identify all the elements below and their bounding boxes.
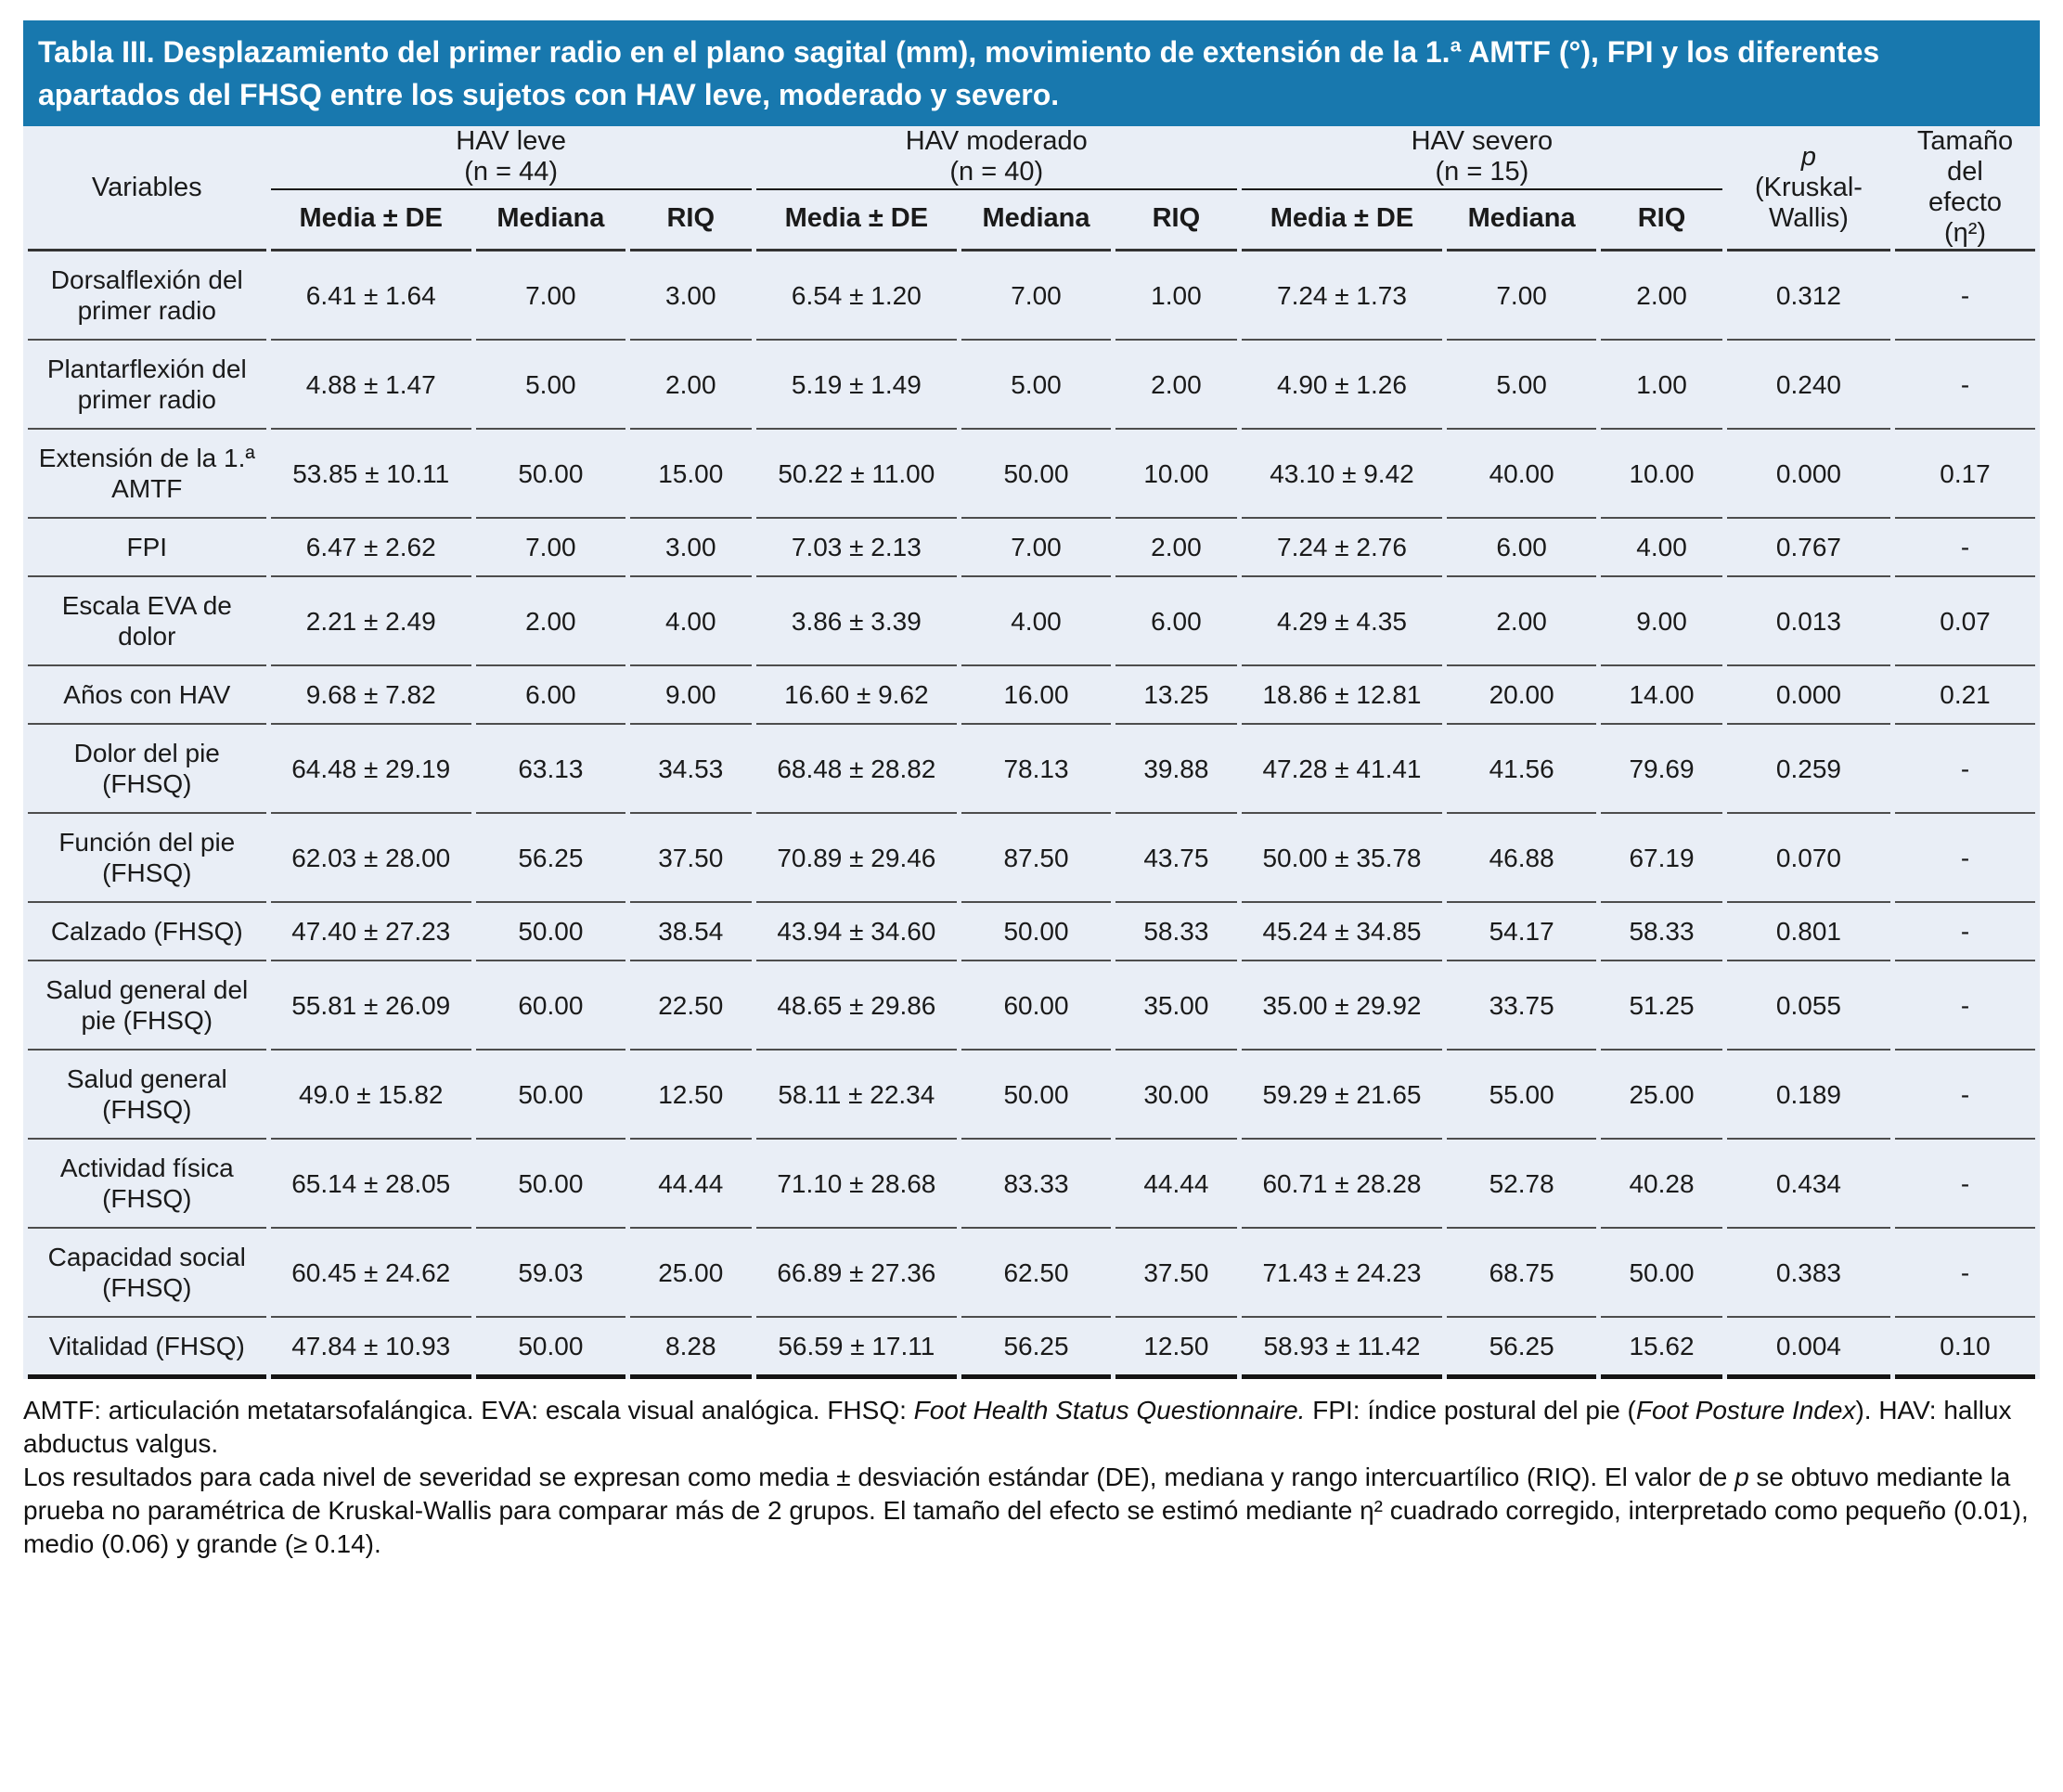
stat-cell: 5.00: [1447, 341, 1596, 430]
stat-cell: 50.00: [476, 1051, 625, 1140]
variables-header: Variables: [28, 126, 266, 251]
stat-cell: 30.00: [1115, 1051, 1237, 1140]
p-value-cell: 0.240: [1727, 341, 1890, 430]
effect-size-cell: -: [1895, 251, 2035, 341]
table-row-capacidad-social: [28, 1229, 2035, 1318]
stat-cell: 58.93 ± 11.42: [1242, 1318, 1442, 1379]
group-name: HAV severo: [1411, 126, 1554, 157]
stat-cell: 50.00: [961, 430, 1111, 519]
p-value-cell: 0.189: [1727, 1051, 1890, 1140]
table-row-plantarflexion: [28, 341, 2035, 430]
stat-cell: 39.88: [1115, 725, 1237, 814]
table-row-salud-general-del-pie: [28, 961, 2035, 1051]
group-header-hav-severo: [1242, 126, 1722, 190]
stat-cell: 51.25: [1601, 961, 1722, 1051]
subheader-mediana: Mediana: [476, 190, 625, 252]
stat-cell: 4.88 ± 1.47: [271, 341, 471, 430]
effect-size-cell: -: [1895, 519, 2035, 577]
p-value-cell: 0.434: [1727, 1140, 1890, 1229]
subheader-media-de: Media ± DE: [756, 190, 957, 252]
row-label: Extensión de la 1.ª AMTF: [28, 430, 266, 519]
row-label: Plantarflexión del primer radio: [28, 341, 266, 430]
table-row-anos-con-hav: [28, 666, 2035, 725]
stat-cell: 25.00: [1601, 1051, 1722, 1140]
stat-cell: 15.62: [1601, 1318, 1722, 1379]
effect-size-cell: -: [1895, 814, 2035, 903]
stat-cell: 43.75: [1115, 814, 1237, 903]
p-test-name-line1: (Kruskal-: [1754, 172, 1863, 202]
table-row-funcion-del-pie: [28, 814, 2035, 903]
row-label: Calzado (FHSQ): [28, 903, 266, 961]
stat-cell: 55.00: [1447, 1051, 1596, 1140]
footnotes: [23, 1394, 2040, 1561]
stat-cell: 55.81 ± 26.09: [271, 961, 471, 1051]
subheader-mediana: Mediana: [961, 190, 1111, 252]
p-value-cell: 0.312: [1727, 251, 1890, 341]
stat-cell: 68.75: [1447, 1229, 1596, 1318]
stat-cell: 35.00 ± 29.92: [1242, 961, 1442, 1051]
effect-size-cell: -: [1895, 961, 2035, 1051]
stat-cell: 16.00: [961, 666, 1111, 725]
effect-size-cell: -: [1895, 1140, 2035, 1229]
p-value-cell: 0.013: [1727, 577, 1890, 666]
effect-header-line: (η²): [1943, 218, 1987, 248]
table-row-salud-general: [28, 1051, 2035, 1140]
stat-cell: 47.40 ± 27.23: [271, 903, 471, 961]
stat-cell: 58.11 ± 22.34: [756, 1051, 957, 1140]
stat-cell: 58.33: [1115, 903, 1237, 961]
p-value-cell: 0.801: [1727, 903, 1890, 961]
p-value-header: [1727, 126, 1890, 251]
stat-cell: 50.00: [476, 903, 625, 961]
group-header-row: [28, 126, 2035, 190]
stat-cell: 2.00: [476, 577, 625, 666]
effect-size-cell: 0.07: [1895, 577, 2035, 666]
stat-cell: 60.45 ± 24.62: [271, 1229, 471, 1318]
stat-cell: 7.03 ± 2.13: [756, 519, 957, 577]
stat-cell: 50.00: [476, 430, 625, 519]
stat-cell: 58.33: [1601, 903, 1722, 961]
group-name: HAV moderado: [905, 126, 1088, 157]
stat-cell: 7.00: [1447, 251, 1596, 341]
group-header-hav-moderado: [756, 126, 1237, 190]
stat-cell: 6.47 ± 2.62: [271, 519, 471, 577]
row-label: Dorsalflexión del primer radio: [28, 251, 266, 341]
p-symbol: p: [1800, 141, 1817, 172]
stat-cell: 2.00: [1601, 251, 1722, 341]
stat-cell: 7.00: [961, 251, 1111, 341]
stat-cell: 9.00: [630, 666, 752, 725]
stat-cell: 1.00: [1601, 341, 1722, 430]
stat-cell: 47.28 ± 41.41: [1242, 725, 1442, 814]
stat-cell: 56.59 ± 17.11: [756, 1318, 957, 1379]
subheader-media-de: Media ± DE: [271, 190, 471, 252]
group-n: (n = 40): [949, 157, 1044, 187]
stat-cell: 25.00: [630, 1229, 752, 1318]
table-row-dorsalflexion: [28, 251, 2035, 341]
stat-cell: 67.19: [1601, 814, 1722, 903]
stat-cell: 2.00: [630, 341, 752, 430]
stat-cell: 2.21 ± 2.49: [271, 577, 471, 666]
stat-cell: 50.00: [476, 1140, 625, 1229]
stat-cell: 4.29 ± 4.35: [1242, 577, 1442, 666]
table-figure: [23, 20, 2040, 1561]
stat-cell: 68.48 ± 28.82: [756, 725, 957, 814]
stat-cell: 43.10 ± 9.42: [1242, 430, 1442, 519]
stat-cell: 35.00: [1115, 961, 1237, 1051]
stat-cell: 10.00: [1115, 430, 1237, 519]
p-value-cell: 0.055: [1727, 961, 1890, 1051]
stat-cell: 18.86 ± 12.81: [1242, 666, 1442, 725]
stat-cell: 1.00: [1115, 251, 1237, 341]
stat-cell: 56.25: [1447, 1318, 1596, 1379]
stat-cell: 4.00: [1601, 519, 1722, 577]
stat-cell: 38.54: [630, 903, 752, 961]
stat-cell: 62.50: [961, 1229, 1111, 1318]
stat-cell: 66.89 ± 27.36: [756, 1229, 957, 1318]
row-label: Escala EVA de dolor: [28, 577, 266, 666]
p-value-cell: 0.383: [1727, 1229, 1890, 1318]
stat-cell: 20.00: [1447, 666, 1596, 725]
p-value-cell: 0.259: [1727, 725, 1890, 814]
stat-cell: 5.00: [961, 341, 1111, 430]
stat-cell: 12.50: [1115, 1318, 1237, 1379]
subheader-mediana: Mediana: [1447, 190, 1596, 252]
stat-cell: 3.00: [630, 251, 752, 341]
stat-cell: 50.00 ± 35.78: [1242, 814, 1442, 903]
stat-cell: 64.48 ± 29.19: [271, 725, 471, 814]
stat-cell: 6.00: [1447, 519, 1596, 577]
group-name: HAV leve: [456, 126, 566, 157]
table-row-dolor-del-pie: [28, 725, 2035, 814]
effect-size-cell: -: [1895, 725, 2035, 814]
group-n: (n = 15): [1435, 157, 1529, 187]
stat-cell: 48.65 ± 29.86: [756, 961, 957, 1051]
stat-cell: 6.54 ± 1.20: [756, 251, 957, 341]
row-label: Actividad física (FHSQ): [28, 1140, 266, 1229]
stat-cell: 56.25: [961, 1318, 1111, 1379]
effect-size-cell: 0.21: [1895, 666, 2035, 725]
stat-cell: 6.00: [476, 666, 625, 725]
subheader-media-de: Media ± DE: [1242, 190, 1442, 252]
table-title: Tabla III. Desplazamiento del primer radio en el plano sagital (mm), movimiento de extensión de la 1.ª AMTF (°), FPI y los diferentes apartados del FHSQ entre los sujetos con HAV leve, moderado y severo.: [23, 20, 2040, 126]
stat-cell: 6.00: [1115, 577, 1237, 666]
statistics-table: [23, 126, 2040, 1379]
effect-size-cell: 0.10: [1895, 1318, 2035, 1379]
stat-cell: 54.17: [1447, 903, 1596, 961]
stat-cell: 8.28: [630, 1318, 752, 1379]
stat-cell: 9.00: [1601, 577, 1722, 666]
effect-size-cell: -: [1895, 341, 2035, 430]
stat-cell: 37.50: [630, 814, 752, 903]
row-label: Capacidad social (FHSQ): [28, 1229, 266, 1318]
stat-cell: 59.03: [476, 1229, 625, 1318]
stat-cell: 4.00: [630, 577, 752, 666]
stat-cell: 7.00: [476, 519, 625, 577]
stat-cell: 12.50: [630, 1051, 752, 1140]
p-test-name-line2: Wallis): [1769, 202, 1849, 233]
stat-cell: 70.89 ± 29.46: [756, 814, 957, 903]
stat-cell: 7.24 ± 1.73: [1242, 251, 1442, 341]
p-value-cell: 0.070: [1727, 814, 1890, 903]
stat-cell: 3.00: [630, 519, 752, 577]
p-value-cell: 0.000: [1727, 430, 1890, 519]
stat-cell: 5.19 ± 1.49: [756, 341, 957, 430]
stat-cell: 50.00: [1601, 1229, 1722, 1318]
stat-cell: 16.60 ± 9.62: [756, 666, 957, 725]
effect-size-cell: -: [1895, 1051, 2035, 1140]
stat-cell: 13.25: [1115, 666, 1237, 725]
subheader-riq: RIQ: [630, 190, 752, 252]
effect-size-cell: -: [1895, 1229, 2035, 1318]
stat-cell: 4.90 ± 1.26: [1242, 341, 1442, 430]
effect-size-cell: -: [1895, 903, 2035, 961]
stat-cell: 60.71 ± 28.28: [1242, 1140, 1442, 1229]
table-row-escala-eva: [28, 577, 2035, 666]
stat-cell: 34.53: [630, 725, 752, 814]
stat-cell: 40.00: [1447, 430, 1596, 519]
stat-cell: 60.00: [476, 961, 625, 1051]
p-value-cell: 0.767: [1727, 519, 1890, 577]
stat-cell: 10.00: [1601, 430, 1722, 519]
stat-cell: 40.28: [1601, 1140, 1722, 1229]
stat-cell: 52.78: [1447, 1140, 1596, 1229]
stat-cell: 7.24 ± 2.76: [1242, 519, 1442, 577]
stat-cell: 71.43 ± 24.23: [1242, 1229, 1442, 1318]
stat-cell: 45.24 ± 34.85: [1242, 903, 1442, 961]
stat-cell: 65.14 ± 28.05: [271, 1140, 471, 1229]
stat-cell: 41.56: [1447, 725, 1596, 814]
effect-header-line: efecto: [1928, 187, 2002, 217]
stat-cell: 14.00: [1601, 666, 1722, 725]
table-row-extension-amtf: [28, 430, 2035, 519]
stat-cell: 79.69: [1601, 725, 1722, 814]
table-row-actividad-fisica: [28, 1140, 2035, 1229]
row-label: FPI: [28, 519, 266, 577]
effect-size-cell: 0.17: [1895, 430, 2035, 519]
row-label: Función del pie (FHSQ): [28, 814, 266, 903]
table-row-vitalidad: [28, 1318, 2035, 1379]
stat-cell: 78.13: [961, 725, 1111, 814]
stat-cell: 53.85 ± 10.11: [271, 430, 471, 519]
stat-cell: 63.13: [476, 725, 625, 814]
effect-size-header: [1895, 126, 2035, 251]
stat-cell: 33.75: [1447, 961, 1596, 1051]
p-value-cell: 0.004: [1727, 1318, 1890, 1379]
stat-cell: 2.00: [1115, 519, 1237, 577]
stat-cell: 50.00: [961, 1051, 1111, 1140]
effect-header-line: del: [1947, 157, 1983, 187]
group-n: (n = 44): [464, 157, 558, 187]
group-header-hav-leve: [271, 126, 752, 190]
stat-cell: 37.50: [1115, 1229, 1237, 1318]
stat-cell: 9.68 ± 7.82: [271, 666, 471, 725]
row-label: Salud general (FHSQ): [28, 1051, 266, 1140]
stat-cell: 47.84 ± 10.93: [271, 1318, 471, 1379]
stat-cell: 50.22 ± 11.00: [756, 430, 957, 519]
footnote-abbreviations: AMTF: articulación metatarsofalángica. EVA: escala visual analógica. FHSQ: Foot Health Status Questionnaire. FPI: índice postural del pie (Foot Posture Index). HAV: hallux abductus valgus.: [23, 1396, 2012, 1458]
stat-cell: 44.44: [630, 1140, 752, 1229]
p-value-cell: 0.000: [1727, 666, 1890, 725]
stat-cell: 43.94 ± 34.60: [756, 903, 957, 961]
row-label: Dolor del pie (FHSQ): [28, 725, 266, 814]
table-row-calzado: [28, 903, 2035, 961]
stat-cell: 59.29 ± 21.65: [1242, 1051, 1442, 1140]
stat-cell: 2.00: [1115, 341, 1237, 430]
stat-cell: 49.0 ± 15.82: [271, 1051, 471, 1140]
subheader-riq: RIQ: [1601, 190, 1722, 252]
table-row-fpi: [28, 519, 2035, 577]
stat-cell: 71.10 ± 28.68: [756, 1140, 957, 1229]
footnote-methods: Los resultados para cada nivel de severidad se expresan como media ± desviación estándar (DE), mediana y rango intercuartílico (RIQ). El valor de p se obtuvo mediante la prueba no paramétrica de Kruskal-Wallis para comparar más de 2 grupos. El tamaño del efecto se estimó mediante η² cuadrado corregido, interpretado como pequeño (0.01), medio (0.06) y grande (≥ 0.14).: [23, 1463, 2029, 1558]
row-label: Años con HAV: [28, 666, 266, 725]
stat-cell: 50.00: [961, 903, 1111, 961]
stat-cell: 62.03 ± 28.00: [271, 814, 471, 903]
stat-cell: 50.00: [476, 1318, 625, 1379]
stat-cell: 60.00: [961, 961, 1111, 1051]
stat-cell: 44.44: [1115, 1140, 1237, 1229]
stat-cell: 22.50: [630, 961, 752, 1051]
stat-cell: 87.50: [961, 814, 1111, 903]
effect-header-line: Tamaño: [1916, 126, 2014, 156]
stat-cell: 7.00: [476, 251, 625, 341]
stat-cell: 5.00: [476, 341, 625, 430]
stat-cell: 46.88: [1447, 814, 1596, 903]
stat-cell: 4.00: [961, 577, 1111, 666]
stat-cell: 2.00: [1447, 577, 1596, 666]
stat-cell: 3.86 ± 3.39: [756, 577, 957, 666]
stat-cell: 7.00: [961, 519, 1111, 577]
row-label: Vitalidad (FHSQ): [28, 1318, 266, 1379]
stat-cell: 6.41 ± 1.64: [271, 251, 471, 341]
row-label: Salud general del pie (FHSQ): [28, 961, 266, 1051]
subheader-riq: RIQ: [1115, 190, 1237, 252]
stat-cell: 56.25: [476, 814, 625, 903]
stat-cell: 15.00: [630, 430, 752, 519]
stat-cell: 83.33: [961, 1140, 1111, 1229]
